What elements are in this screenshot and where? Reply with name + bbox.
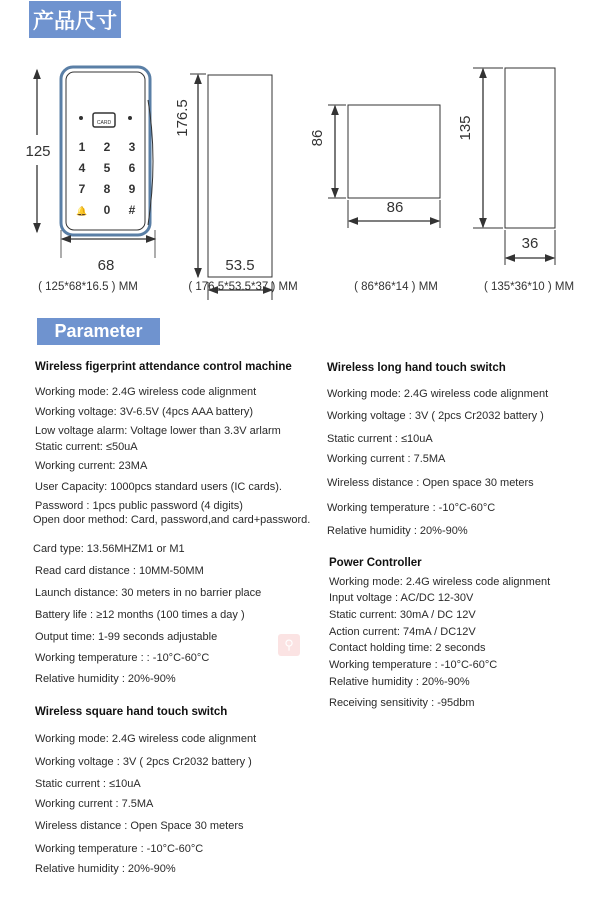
spec-line: Working temperature : -10°C-60°C <box>329 659 498 671</box>
dimension-diagrams <box>0 0 607 310</box>
keypad-key: 5 <box>103 161 111 175</box>
spec-line: Working mode: 2.4G wireless code alignment <box>35 386 257 398</box>
spec-line: Relative humidity : 20%-90% <box>327 525 468 537</box>
keypad-key: 9 <box>128 182 136 196</box>
keypad-key: 1 <box>78 140 86 154</box>
spec-line: Password : 1pcs public password (4 digits) <box>35 500 243 512</box>
spec-line: Relative humidity : 20%-90% <box>329 676 470 688</box>
dimension-caption: ( 86*86*14 ) MM <box>354 281 438 293</box>
spec-line: Working voltage : 3V ( 2pcs Cr2032 battery ) <box>35 756 252 768</box>
keypad-key: 6 <box>128 161 136 175</box>
spec-line: Working voltage: 3V-6.5V (4pcs AAA battery) <box>35 406 254 418</box>
spec-line: Input voltage : AC/DC 12-30V <box>329 592 474 604</box>
width-label: 86 <box>386 199 404 216</box>
spec-line: Low voltage alarm: Voltage lower than 3.3V arlarm <box>35 425 281 437</box>
spec-line: Wireless distance : Open Space 30 meters <box>35 820 244 832</box>
dimension-caption: ( 135*36*10 ) MM <box>483 281 575 293</box>
spec-line: Working current : 7.5MA <box>327 453 446 465</box>
spec-line: Working temperature : -10°C-60°C <box>327 502 496 514</box>
dimensions-heading: 产品尺寸 <box>29 1 121 38</box>
section-title: Wireless long hand touch switch <box>327 362 506 374</box>
height-label: 135 <box>457 115 474 141</box>
keypad-key: 7 <box>78 182 86 196</box>
spec-line: Working mode: 2.4G wireless code alignment <box>329 576 551 588</box>
spec-line: Static current : ≤10uA <box>327 433 433 445</box>
spec-line: Working voltage : 3V ( 2pcs Cr2032 battery ) <box>327 410 544 422</box>
zoom-button[interactable] <box>278 634 300 656</box>
section-title: Wireless square hand touch switch <box>35 706 228 718</box>
spec-line: User Capacity: 1000pcs standard users (IC cards). <box>35 481 282 493</box>
spec-line: Wireless distance : Open space 30 meters <box>327 477 534 489</box>
spec-line: Output time: 1-99 seconds adjustable <box>35 631 218 643</box>
spec-line: Static current: 30mA / DC 12V <box>329 609 476 621</box>
keypad-device-diagram <box>37 67 155 258</box>
section-title: Power Controller <box>329 557 422 569</box>
spec-line: Static current: ≤50uA <box>35 441 138 453</box>
spec-line: Static current : ≤10uA <box>35 778 141 790</box>
height-label: 125 <box>25 143 51 160</box>
spec-line: Receiving sensitivity : -95dbm <box>329 697 475 709</box>
keypad-key: 8 <box>103 182 111 196</box>
spec-line: Working mode: 2.4G wireless code alignment <box>327 388 549 400</box>
spec-line: Contact holding time: 2 seconds <box>329 642 486 654</box>
height-label: 176.5 <box>174 99 191 137</box>
keypad-key: 4 <box>78 161 86 175</box>
spec-line: Working current: 23MA <box>35 460 148 472</box>
spec-line: Read card distance : 10MM-50MM <box>35 565 204 577</box>
width-label: 36 <box>521 235 539 252</box>
spec-line: Relative humidity : 20%-90% <box>35 863 176 875</box>
card-label: CARD <box>96 120 112 126</box>
keypad-key: 2 <box>103 140 111 154</box>
keypad-key: 0 <box>103 203 111 217</box>
section-title: Wireless figerprint attendance control machine <box>35 361 292 373</box>
power-controller-diagram <box>473 68 555 265</box>
parameter-heading: Parameter <box>37 318 160 345</box>
keypad-key: # <box>128 203 136 217</box>
dimension-caption: ( 125*68*16.5 ) MM <box>38 281 138 293</box>
spec-line: Card type: 13.56MHZM1 or M1 <box>33 543 185 555</box>
magnifier-icon: ⚲ <box>284 637 294 652</box>
spec-line: Working temperature : -10°C-60°C <box>35 843 204 855</box>
width-label-long: 53.5 <box>225 257 255 274</box>
width-label: 68 <box>97 257 115 274</box>
spec-line: Action current: 74mA / DC12V <box>329 626 476 638</box>
spec-line: Battery life : ≥12 months (100 times a day ) <box>35 609 245 621</box>
spec-line: Launch distance: 30 meters in no barrier place <box>35 587 262 599</box>
keypad-key: 🔔 <box>76 206 88 216</box>
dimension-caption: ( 176.5*53.5*37 ) MM <box>188 281 298 293</box>
spec-line: Working temperature : : -10°C-60°C <box>35 652 210 664</box>
spec-line: Working mode: 2.4G wireless code alignment <box>35 733 257 745</box>
height-label: 86 <box>309 129 326 147</box>
spec-line: Relative humidity : 20%-90% <box>35 673 176 685</box>
spec-line: Working current : 7.5MA <box>35 798 154 810</box>
spec-line: Open door method: Card, password,and card+password. <box>33 514 311 526</box>
keypad-key: 3 <box>128 140 136 154</box>
square-switch-diagram <box>328 105 440 228</box>
